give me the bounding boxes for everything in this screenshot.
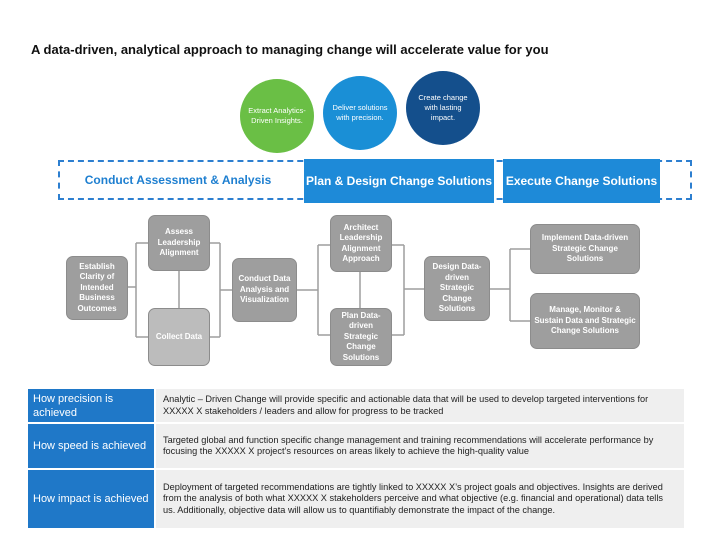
- step-implement-solutions: Implement Data-driven Strategic Change Solutions: [530, 224, 640, 274]
- step-architect-alignment: Architect Leadership Alignment Approach: [330, 215, 392, 272]
- step-establish-clarity: Establish Clarity of Intended Business Outcomes: [66, 256, 128, 320]
- circle-impact: Create change with lasting impact.: [406, 71, 480, 145]
- row-text-speed: Targeted global and function specific change management and training recommendations will accelerate performance by focusing the XXXXX X project’s resources on areas likely to achieve the high-quality value: [156, 424, 684, 468]
- circle-insights: Extract Analytics-Driven Insights.: [240, 79, 314, 153]
- page-title: A data-driven, analytical approach to managing change will accelerate value for you: [31, 42, 549, 57]
- step-collect-data: Collect Data: [148, 308, 210, 366]
- step-plan-solutions: Plan Data-driven Strategic Change Solutions: [330, 308, 392, 366]
- phase-assessment: Conduct Assessment & Analysis: [60, 162, 296, 198]
- row-label-precision: How precision is achieved: [28, 389, 154, 422]
- row-text-precision: Analytic – Driven Change will provide specific and actionable data that will be used to develop targeted interventions for XXXXX X stakeholders / leaders and allow for progress to be tracked: [156, 389, 684, 422]
- step-conduct-analysis: Conduct Data Analysis and Visualization: [232, 258, 297, 322]
- step-manage-monitor: Manage, Monitor & Sustain Data and Strategic Change Solutions: [530, 293, 640, 349]
- phase-plan-design: Plan & Design Change Solutions: [304, 159, 494, 203]
- step-design-solutions: Design Data-driven Strategic Change Solutions: [424, 256, 490, 321]
- row-label-speed: How speed is achieved: [28, 424, 154, 468]
- row-label-impact: How impact is achieved: [28, 470, 154, 528]
- row-text-impact: Deployment of targeted recommendations are tightly linked to XXXXX X’s project goals and objectives. Insights are derived from the analysis of both what XXXXX X stakeholders perceive and what objective (e.g. financial and operational) data tells us. Additionally, objective data will allow us to quantifiably demonstrate the impact of the change.: [156, 470, 684, 528]
- step-assess-leadership: Assess Leadership Alignment: [148, 215, 210, 271]
- circle-precision: Deliver solutions with precision.: [323, 76, 397, 150]
- phase-execute: Execute Change Solutions: [503, 159, 660, 203]
